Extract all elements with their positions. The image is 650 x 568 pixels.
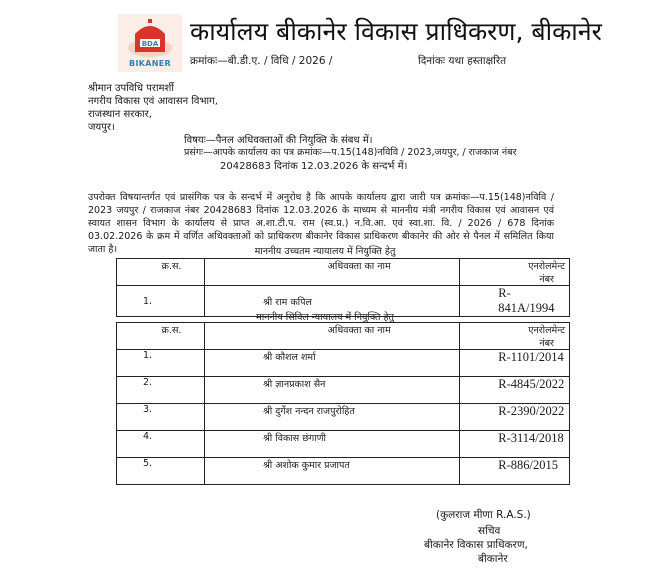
- table-row: [117, 404, 570, 431]
- reference-line-2: 20428683 दिनांक 12.03.2026 के सन्दर्भ में।: [220, 161, 408, 172]
- signatory-post: सचिव: [478, 525, 501, 537]
- civil-court-table: [116, 322, 570, 485]
- reference-line: प्रसंगः—आपके कार्यालय का पत्र क्रमांकः—प.15(148)नविवि / 2023,जयपुर, / राजकाज नंबर: [184, 147, 517, 158]
- name-cell: श्री राम कपिल: [205, 286, 460, 317]
- col-serial: क्र.स.: [117, 259, 205, 286]
- table-row: [117, 377, 570, 404]
- address-line: जयपुर।: [88, 122, 115, 133]
- address-line: श्रीमान उपविधि परामर्शी: [88, 83, 174, 94]
- table-row: [117, 431, 570, 458]
- col-serial: क्र.स.: [117, 323, 205, 350]
- serial-cell: 1.: [117, 286, 205, 317]
- enrolment-cell: R-886/2015: [460, 458, 570, 485]
- page-title: कार्यालय बीकानेर विकास प्राधिकरण, बीकानेर: [190, 17, 602, 46]
- serial-cell: 4.: [117, 431, 205, 458]
- col-enrolment: एनरोलमेन्ट नंबर: [460, 323, 570, 350]
- subject-line: विषयः—पैनल अधिवक्ताओं की नियुक्ति के संबध में।: [184, 135, 373, 146]
- table-header-row: [117, 323, 570, 350]
- logo-text: BIKANER: [129, 59, 171, 68]
- enrolment-cell: R-2390/2022: [460, 404, 570, 431]
- signatory-city: बीकानेर: [478, 553, 508, 565]
- name-cell: श्री दुर्गेश नन्दन राजपुरोहित: [205, 404, 460, 431]
- col-name: अधिवक्ता का नाम: [205, 323, 460, 350]
- enrolment-cell: R-1101/2014: [460, 350, 570, 377]
- col-name: अधिवक्ता का नाम: [205, 259, 460, 286]
- date-line: दिनांकः यथा हस्ताक्षरित: [418, 55, 507, 67]
- name-cell: श्री कौशल शर्मा: [205, 350, 460, 377]
- table-row: [117, 350, 570, 377]
- logo-badge: BDA: [141, 40, 159, 48]
- building-icon: [118, 14, 182, 60]
- serial-cell: 3.: [117, 404, 205, 431]
- address-line: राजस्थान सरकार,: [88, 109, 152, 120]
- table-header-row: [117, 259, 570, 286]
- enrolment-cell: R-3114/2018: [460, 431, 570, 458]
- name-cell: श्री अशोक कुमार प्रजापत: [205, 458, 460, 485]
- bda-logo: [118, 14, 182, 72]
- high-court-caption: माननीय उच्चतम न्यायालय में नियुक्ति हेतु: [254, 246, 396, 257]
- signatory-name: (कुलराज मीणा R.A.S.): [436, 509, 531, 521]
- civil-court-caption: माननीय सिविल न्यायालय में नियुक्ति हेतु: [256, 312, 394, 323]
- name-cell: श्री विकास छंगाणी: [205, 431, 460, 458]
- reference-number: क्रमांकः—बी.डी.ए. / विधि / 2026 /: [190, 55, 333, 67]
- name-cell: श्री ज्ञानप्रकाश सैन: [205, 377, 460, 404]
- high-court-table: [116, 258, 570, 317]
- serial-cell: 5.: [117, 458, 205, 485]
- enrolment-cell: R-841A/1994: [460, 286, 570, 317]
- serial-cell: 1.: [117, 350, 205, 377]
- signatory-org: बीकानेर विकास प्राधिकरण,: [424, 539, 528, 551]
- enrolment-cell: R-4845/2022: [460, 377, 570, 404]
- col-enrolment: एनरोलमेन्ट नंबर: [460, 259, 570, 286]
- serial-cell: 2.: [117, 377, 205, 404]
- body-paragraph: उपरोक्त विषयान्तर्गत एवं प्रासंगिक पत्र के सन्दर्भ में अनुरोध है कि आपके कार्यालय द्वारा जारी पत्र क्रमांकः—प.15(148)नविवि / 2023 जयपुर / राजकाज नंबर 20428683 दिनांक 12.03.2026 के माध्यम से माननीय मंत्री नगरीय विकास एवं आवासन एवं स्वायत शासन विभाग के कार्यालय से प्राप्त अ.शा.टी.प. राम (स्व.प्र.) न.वि.आ. एवं स्वा.शा. वि. / 2026 / 678 दिनांक 03.02.2026 के क्रम में वर्णित अधिवक्ताओं को प्राधिकरण बीकानेर विकास प्राधिकरण बीकानेर की ओर से पैनल में समिलित किया जाता है।: [88, 192, 554, 255]
- address-line: नगरीय विकास एवं आवासन विभाग,: [88, 96, 218, 107]
- table-row: [117, 458, 570, 485]
